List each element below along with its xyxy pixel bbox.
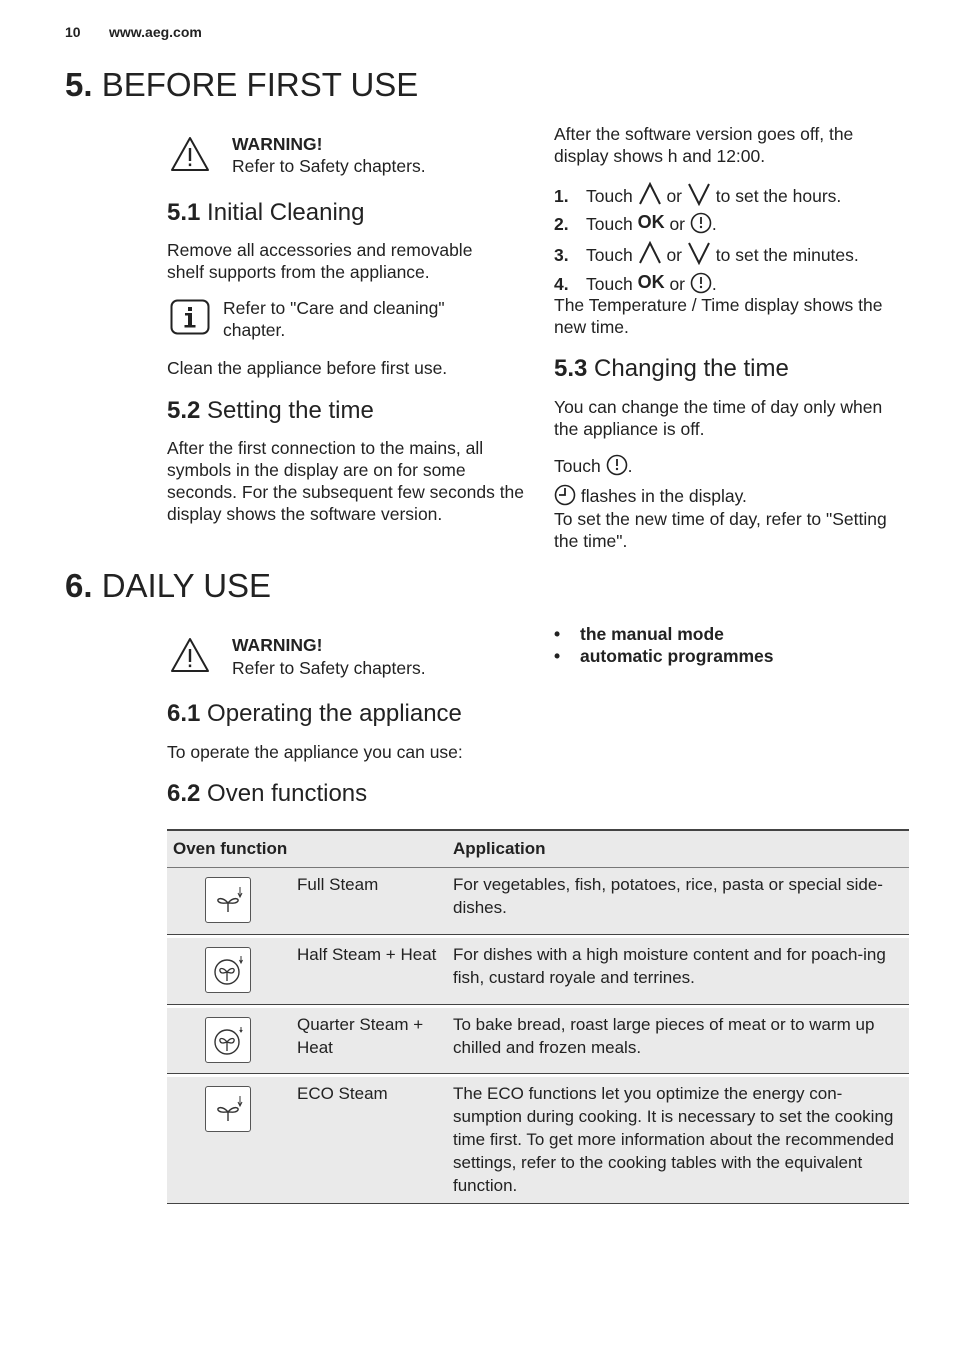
page-number: 10 [65,24,81,40]
operating-text: To operate the appliance you can use: [167,742,463,762]
arrow-up-icon [638,241,662,265]
warning-title: WARNING! [232,134,323,154]
table-row [167,868,909,935]
section-5-1-title: 5.1 Initial Cleaning [167,199,365,226]
touch-clock-line: Touch . [554,456,633,476]
ok-icon: OK [637,272,665,292]
eco-steam-icon [205,1086,251,1132]
warning-title: WARNING! [232,635,323,655]
clean-before-use-text: Clean the appliance before first use. [167,358,448,378]
quarter-steam-heat-icon [205,1017,251,1063]
initial-cleaning-text: Remove all accessories and removable shelf supports from the appliance. [167,240,473,282]
changing-time-text: You can change the time of day only when the appliance is off. [554,397,883,439]
header-url: www.aeg.com [109,24,202,40]
table-row [167,938,909,1004]
section-6-2-title: 6.2 Oven functions [167,780,368,807]
operating-modes-list [554,623,774,667]
software-version-text: After the software version goes off, the display shows h and 12:00. [554,124,854,166]
refer-setting-time-text: To set the new time of day, refer to "Setting the time". [554,509,887,551]
ok-icon: OK [637,212,665,232]
arrow-down-icon [687,241,711,265]
column-header-oven-function: Oven function [167,830,447,868]
function-name: Quarter Steam + Heat [291,1008,447,1074]
arrow-up-icon [638,182,662,206]
warning-icon [170,136,210,172]
function-name: Half Steam + Heat [291,938,447,1004]
table-row [167,1077,909,1203]
care-cleaning-note: Refer to "Care and cleaning" chapter. [223,298,445,340]
time-of-day-icon [554,484,576,506]
info-icon [170,299,210,335]
list-item: • automatic programmes [554,645,774,667]
table-header-row [167,830,909,868]
setting-time-text: After the first connection to the mains, all symbols in the display are on for some seconds. For the subsequent few seconds the display shows the software version. [167,438,525,524]
function-name: ECO Steam [291,1077,447,1203]
step-4: 4. Touch OK or . [554,272,717,294]
new-time-text: The Temperature / Time display shows the new time. [554,295,883,337]
oven-functions-table [167,829,909,1204]
table-row [167,1008,909,1074]
flashes-line: flashes in the display. [554,484,747,507]
list-item: • the manual mode [554,623,774,645]
section-5-3-title: 5.3 Changing the time [554,355,789,382]
warning-text: Refer to Safety chapters. [232,156,426,176]
column-header-application: Application [447,830,909,868]
clock-icon [690,272,712,294]
function-application: For dishes with a high moisture content and for poach-ing fish, custard royale and terrines. [447,938,909,1004]
setting-steps [554,182,914,292]
full-steam-icon [205,877,251,923]
function-name: Full Steam [291,868,447,935]
function-application: To bake bread, roast large pieces of meat or to warm up chilled and frozen meals. [447,1008,909,1074]
section-6-1-title: 6.1 Operating the appliance [167,700,462,727]
step-2: 2. Touch OK or . [554,212,717,234]
step-1: 1. Touch or to set the hours. [554,182,841,207]
warning-text: Refer to Safety chapters. [232,658,426,678]
warning-icon [170,637,210,673]
section-5-2-title: 5.2 Setting the time [167,397,374,424]
section-6-title: 6. DAILY USE [65,567,272,604]
half-steam-heat-icon [205,947,251,993]
step-3: 3. Touch or to set the minutes. [554,241,859,266]
section-5-title: 5. BEFORE FIRST USE [65,66,419,103]
arrow-down-icon [687,182,711,206]
clock-icon [606,454,628,476]
function-application: The ECO functions let you optimize the energy con-sumption during cooking. It is necessary to set the cooking time first. To get more information about the recommended settings, refer to the cooking tables with the equivalent function. [447,1077,909,1203]
function-application: For vegetables, fish, potatoes, rice, pasta or special side-dishes. [447,868,909,935]
clock-icon [690,212,712,234]
